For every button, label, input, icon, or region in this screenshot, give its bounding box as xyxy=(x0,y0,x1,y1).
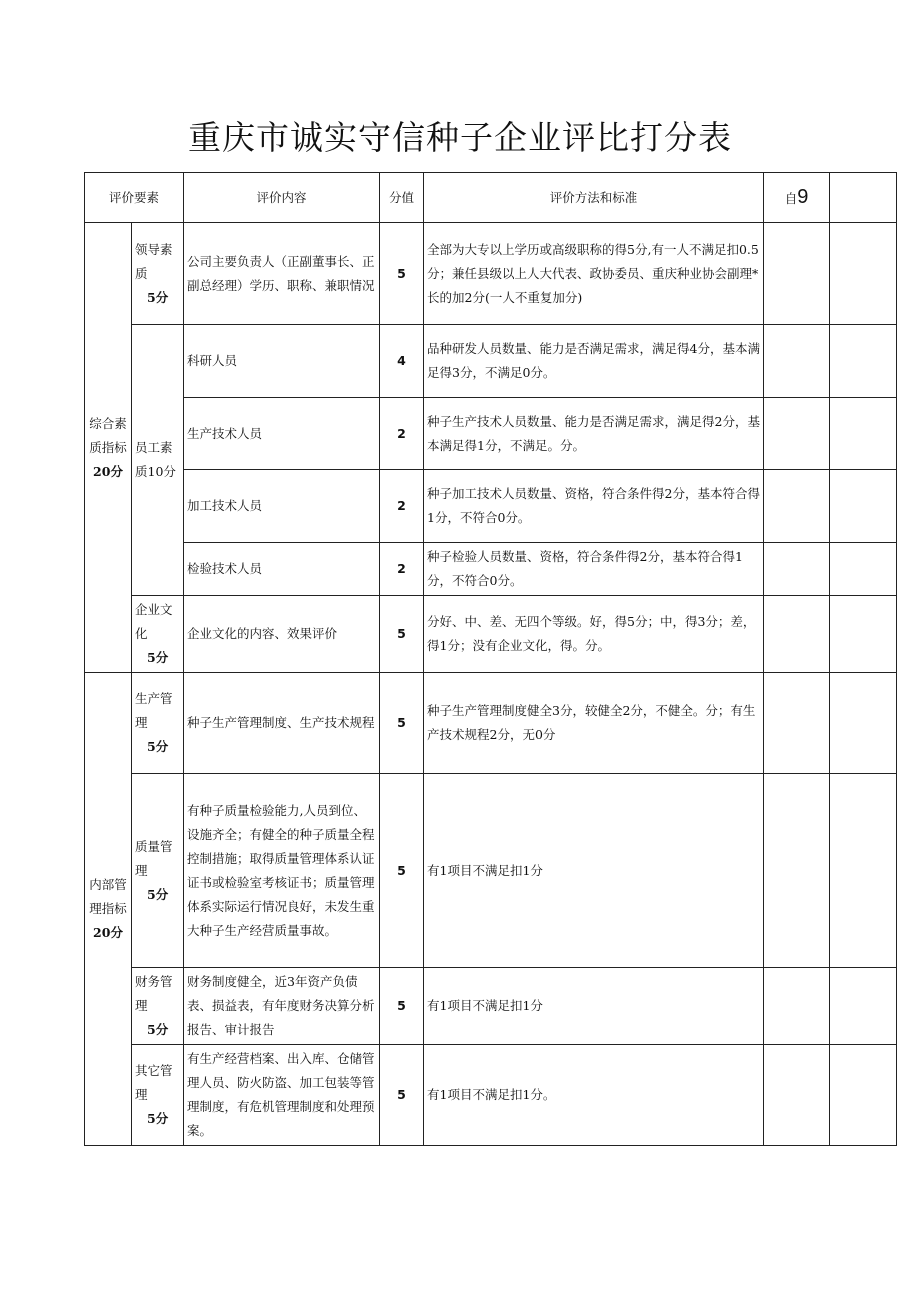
method-cell: 有1项目不满足扣1分 xyxy=(424,774,764,968)
group-name: 综合素质指标 20分 xyxy=(85,223,132,673)
blank-cell xyxy=(830,673,897,774)
content-cell: 企业文化的内容、效果评价 xyxy=(184,596,380,673)
header-method: 评价方法和标准 xyxy=(424,173,764,223)
content-cell: 有生产经营档案、出入库、仓储管理人员、防火防盗、加工包装等管理制度，有危机管理制度和处理预案。 xyxy=(184,1045,380,1146)
score-cell: 5 xyxy=(380,774,424,968)
blank-cell xyxy=(830,398,897,470)
table-row xyxy=(85,774,897,968)
table-row xyxy=(85,673,897,774)
method-cell: 全部为大专以上学历或高级职称的得5分,有一人不满足扣0.5分；兼任县级以上人大代表、政协委员、重庆种业协会副理*长的加2分(一人不重复加分) xyxy=(424,223,764,325)
method-cell: 有1项目不满足扣1分。 xyxy=(424,1045,764,1146)
self-score-cell xyxy=(764,223,830,325)
sub-element: 员工素质10分 xyxy=(132,325,184,596)
page-title: 重庆市诚实守信种子企业评比打分表 xyxy=(188,118,732,157)
sub-element: 生产管理 5分 xyxy=(132,673,184,774)
blank-cell xyxy=(830,223,897,325)
self-score-cell xyxy=(764,398,830,470)
content-cell: 财务制度健全，近3年资产负债表、损益表，有年度财务决算分析报告、审计报告 xyxy=(184,968,380,1045)
table-row xyxy=(85,543,897,596)
header-element: 评价要素 xyxy=(85,173,184,223)
sub-element: 领导素质 5分 xyxy=(132,223,184,325)
score-cell: 5 xyxy=(380,1045,424,1146)
score-cell: 5 xyxy=(380,223,424,325)
header-score: 分值 xyxy=(380,173,424,223)
content-cell: 检验技术人员 xyxy=(184,543,380,596)
self-score-cell xyxy=(764,774,830,968)
method-cell: 种子生产管理制度健全3分，较健全2分，不健全。分；有生产技术规程2分，无0分 xyxy=(424,673,764,774)
table-row xyxy=(85,325,897,398)
sub-element: 企业文化 5分 xyxy=(132,596,184,673)
score-cell: 5 xyxy=(380,596,424,673)
content-cell: 公司主要负责人（正副董事长、正副总经理）学历、职称、兼职情况 xyxy=(184,223,380,325)
group-name: 内部管理指标 20分 xyxy=(85,673,132,1146)
score-cell: 2 xyxy=(380,398,424,470)
score-cell: 5 xyxy=(380,968,424,1045)
content-cell: 有种子质量检验能力,人员到位、设施齐全；有健全的种子质量全程控制措施；取得质量管理体系认证证书或检验室考核证书；质量管理体系实际运行情况良好，未发生重大种子生产经营质量事故。 xyxy=(184,774,380,968)
header-blank xyxy=(830,173,897,223)
self-score-cell xyxy=(764,543,830,596)
score-cell: 4 xyxy=(380,325,424,398)
table-row xyxy=(85,1045,897,1146)
blank-cell xyxy=(830,596,897,673)
self-score-cell xyxy=(764,968,830,1045)
self-score-cell xyxy=(764,325,830,398)
header-self: 自9 xyxy=(764,173,830,223)
self-score-cell xyxy=(764,673,830,774)
sub-element: 财务管理 5分 xyxy=(132,968,184,1045)
score-cell: 5 xyxy=(380,673,424,774)
table-row xyxy=(85,398,897,470)
sub-element: 质量管理 5分 xyxy=(132,774,184,968)
method-cell: 有1项目不满足扣1分 xyxy=(424,968,764,1045)
blank-cell xyxy=(830,325,897,398)
score-cell: 2 xyxy=(380,543,424,596)
blank-cell xyxy=(830,1045,897,1146)
self-score-cell xyxy=(764,1045,830,1146)
blank-cell xyxy=(830,774,897,968)
self-score-cell xyxy=(764,596,830,673)
content-cell: 生产技术人员 xyxy=(184,398,380,470)
table-row xyxy=(85,470,897,543)
table-row xyxy=(85,596,897,673)
method-cell: 种子加工技术人员数量、资格，符合条件得2分，基本符合得1分，不符合0分。 xyxy=(424,470,764,543)
method-cell: 种子检验人员数量、资格，符合条件得2分，基本符合得1分，不符合0分。 xyxy=(424,543,764,596)
blank-cell xyxy=(830,968,897,1045)
table-row xyxy=(85,223,897,325)
method-cell: 分好、中、差、无四个等级。好，得5分；中，得3分；差，得1分；没有企业文化，得。分。 xyxy=(424,596,764,673)
method-cell: 品种研发人员数量、能力是否满足需求，满足得4分，基本满足得3分，不满足0分。 xyxy=(424,325,764,398)
method-cell: 种子生产技术人员数量、能力是否满足需求，满足得2分，基本满足得1分，不满足。分。 xyxy=(424,398,764,470)
header-row xyxy=(85,173,897,223)
blank-cell xyxy=(830,470,897,543)
table-row xyxy=(85,968,897,1045)
sub-element: 其它管理 5分 xyxy=(132,1045,184,1146)
score-cell: 2 xyxy=(380,470,424,543)
blank-cell xyxy=(830,543,897,596)
content-cell: 加工技术人员 xyxy=(184,470,380,543)
self-score-cell xyxy=(764,470,830,543)
content-cell: 科研人员 xyxy=(184,325,380,398)
header-content: 评价内容 xyxy=(184,173,380,223)
content-cell: 种子生产管理制度、生产技术规程 xyxy=(184,673,380,774)
score-table xyxy=(84,172,897,1146)
